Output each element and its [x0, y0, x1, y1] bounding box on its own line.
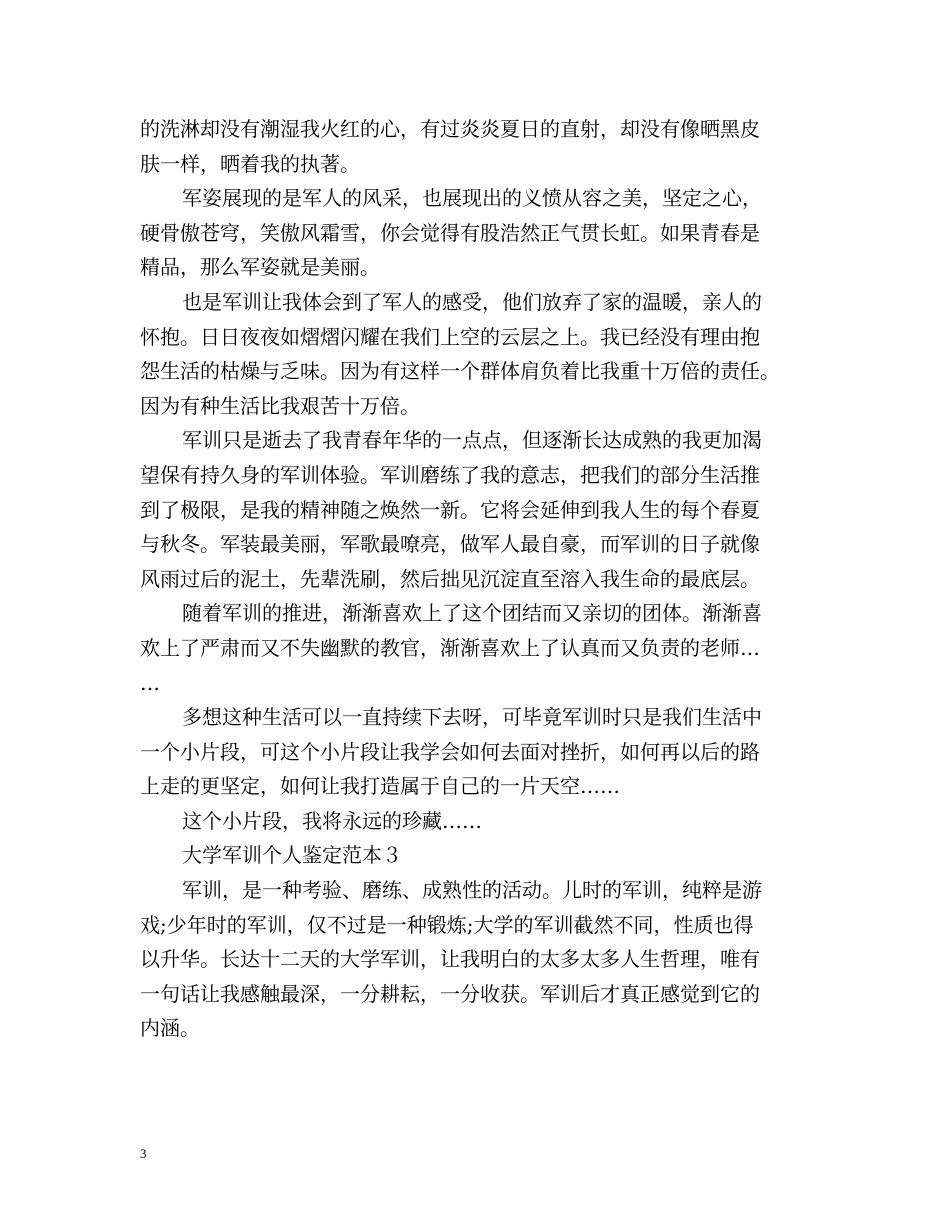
text-line: 多想这种生活可以一直持续下去呀，可毕竟军训时只是我们生活中: [182, 705, 762, 730]
text-line: 欢上了严肃而又不失幽默的教官，渐渐喜欢上了认真而又负责的老师…: [140, 635, 760, 660]
text-line: 这个小片段，我将永远的珍藏……: [182, 808, 482, 833]
text-line: 到了极限，是我的精神随之焕然一新。它将会延伸到我人生的每个春夏: [140, 497, 760, 522]
text-line: 也是军训让我体会到了军人的感受，他们放弃了家的温暖，亲人的: [182, 289, 762, 314]
text-line: 风雨过后的泥土，先辈洗刷，然后拙见沉淀直至溶入我生命的最底层。: [140, 566, 760, 591]
text-line: 怨生活的枯燥与乏味。因为有这样一个群体肩负着比我重十万倍的责任。: [140, 359, 780, 384]
page-number: 3: [140, 1146, 147, 1161]
text-line: 的洗淋却没有潮湿我火红的心，有过炎炎夏日的直射，却没有像晒黑皮: [140, 117, 760, 141]
text-line: 因为有种生活比我艰苦十万倍。: [140, 393, 420, 418]
text-line: 肤一样，晒着我的执著。: [140, 151, 360, 176]
text-line: 军训只是逝去了我青春年华的一点点，但逐渐长达成熟的我更加渴: [182, 428, 762, 453]
document-body: [140, 112, 820, 1046]
text-line: 精品，那么军姿就是美丽。: [140, 255, 380, 280]
text-line: 戏;少年时的军训，仅不过是一种锻炼;大学的军训截然不同，性质也得: [140, 912, 754, 937]
text-line: 上走的更坚定，如何让我打造属于自己的一片天空……: [140, 774, 620, 799]
text-line: 硬骨傲苍穹，笑傲风霜雪，你会觉得有股浩然正气贯长虹。如果青春是: [140, 220, 760, 245]
text-line: 随着军训的推进，渐渐喜欢上了这个团结而又亲切的团体。渐渐喜: [182, 601, 762, 626]
text-line: 一个小片段，可这个小片段让我学会如何去面对挫折，如何再以后的路: [140, 739, 760, 764]
text-line: 军训，是一种考验、磨练、成熟性的活动。儿时的军训，纯粹是游: [182, 878, 762, 903]
text-line: 与秋冬。军装最美丽，军歌最嘹亮，做军人最自豪，而军训的日子就像: [140, 532, 760, 557]
text-line: 一句话让我感触最深，一分耕耘，一分收获。军训后才真正感觉到它的: [140, 981, 760, 1006]
text-line: 望保有持久身的军训体验。军训磨练了我的意志，把我们的部分生活推: [140, 462, 760, 487]
text-line: 以升华。长达十二天的大学军训，让我明白的太多太多人生哲理，唯有: [140, 947, 760, 972]
text-line: 怀抱。日日夜夜如熠熠闪耀在我们上空的云层之上。我已经没有理由抱: [140, 324, 760, 349]
text-line: …: [140, 670, 160, 695]
text-line: 军姿展现的是军人的风采，也展现出的义愤从容之美，坚定之心，: [182, 186, 762, 211]
section-heading: 大学军训个人鉴定范本３: [182, 843, 402, 868]
text-line: 内涵。: [140, 1016, 200, 1041]
